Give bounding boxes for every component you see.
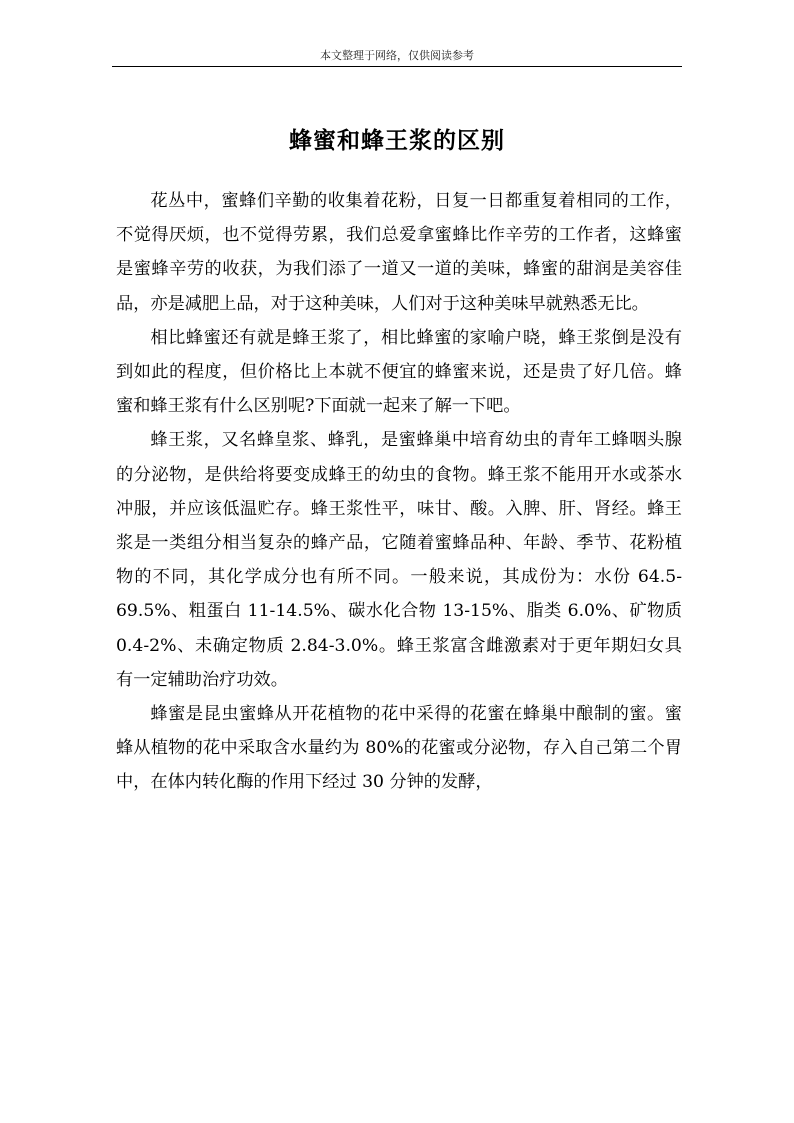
paragraph: 蜂王浆，又名蜂皇浆、蜂乳，是蜜蜂巢中培育幼虫的青年工蜂咽头腺的分泌物，是供给将要变成蜂王的幼虫的食物。蜂王浆不能用开水或茶水冲服，并应该低温贮存。蜂王浆性平，味甘、酸。入脾、肝、肾经。蜂王浆是一类组分相当复杂的蜂产品，它随着蜜蜂品种、年龄、季节、花粉植物的不同，其化学成分也有所不同。一般来说，其成份为：水份 64.5-69.5%、粗蛋白 11-14.5%、碳水化合物 13-15%、脂类 6.0%、矿物质 0.4-2%、未确定物质 2.84-3.0%。蜂王浆富含雌激素对于更年期妇女具有一定辅助治疗功效。 bbox=[116, 430, 682, 690]
document-title: 蜂蜜和蜂王浆的区别 bbox=[289, 128, 505, 154]
page-header: 本文整理于网络，仅供阅读参考 bbox=[320, 49, 474, 62]
document-body bbox=[116, 184, 682, 800]
header-divider bbox=[112, 66, 682, 67]
paragraph: 花丛中，蜜蜂们辛勤的收集着花粉，日复一日都重复着相同的工作，不觉得厌烦，也不觉得劳累，我们总爱拿蜜蜂比作辛劳的工作者，这蜂蜜是蜜蜂辛劳的收获，为我们添了一道又一道的美味，蜂蜜的甜润是美容佳品，亦是减肥上品，对于这种美味，人们对于这种美味早就熟悉无比。 bbox=[116, 191, 682, 314]
paragraph: 相比蜂蜜还有就是蜂王浆了，相比蜂蜜的家喻户晓，蜂王浆倒是没有到如此的程度，但价格比上本就不便宜的蜂蜜来说，还是贵了好几倍。蜂蜜和蜂王浆有什么区别呢?下面就一起来了解一下吧。 bbox=[116, 327, 682, 417]
paragraph: 蜂蜜是昆虫蜜蜂从开花植物的花中采得的花蜜在蜂巢中酿制的蜜。蜜蜂从植物的花中采取含水量约为 80%的花蜜或分泌物，存入自己第二个胃中，在体内转化酶的作用下经过 30 分钟的发酵， bbox=[116, 704, 682, 793]
